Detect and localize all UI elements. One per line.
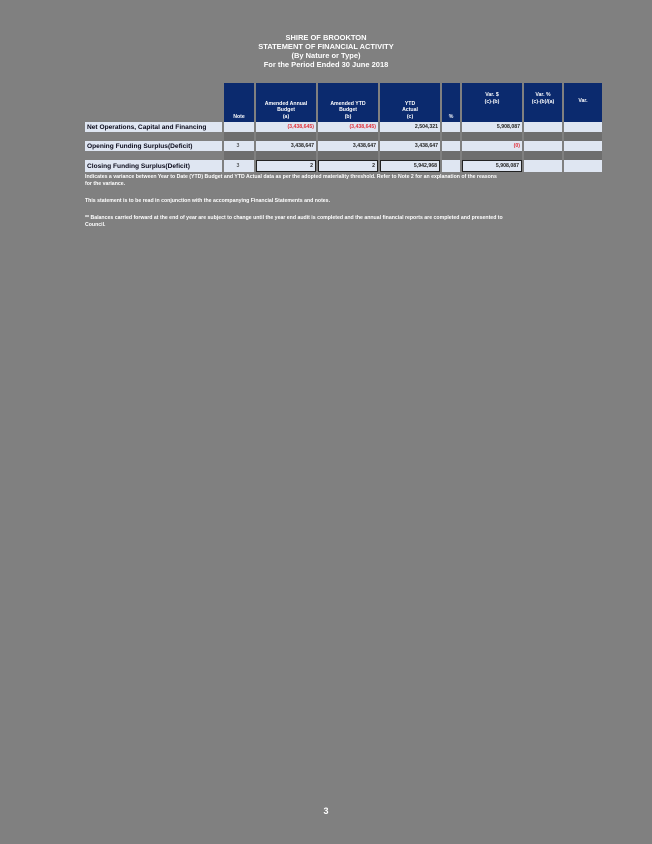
spacer-row [85, 151, 602, 160]
table-row-opening-funding [85, 141, 602, 151]
row-annual-budget: 3,438,647 [256, 141, 316, 151]
row-var-dollar: (0) [462, 141, 522, 151]
spacer-row [85, 132, 602, 141]
row-var [564, 122, 602, 132]
header-var-dollar: Var. $ (c)-(b) [462, 83, 522, 122]
footnote-conjunction: This statement is to be read in conjunction with the accompanying Financial Statements and notes. [85, 198, 331, 204]
shire-name: SHIRE OF BROOKTON [285, 33, 367, 42]
row-ytd-actual: 3,438,647 [380, 141, 440, 151]
report-title-block [0, 33, 652, 69]
row-var-dollar: 5,908,087 [462, 160, 522, 172]
row-label: Opening Funding Surplus(Deficit) [85, 141, 222, 151]
row-annual-budget: (3,438,645) [256, 122, 316, 132]
row-var-pct [524, 122, 562, 132]
header-amended-ytd-budget: Amended YTD Budget (b) [318, 83, 378, 122]
row-ytd-actual: 5,942,968 [380, 160, 440, 172]
row-var-pct [524, 141, 562, 151]
header-ytd-actual: YTD Actual (c) [380, 83, 440, 122]
row-note: 3 [224, 160, 254, 172]
row-ytd-budget: 3,438,647 [318, 141, 378, 151]
statement-title: STATEMENT OF FINANCIAL ACTIVITY [258, 42, 394, 51]
row-var-dollar: 5,908,087 [462, 122, 522, 132]
table-row-net-operations [85, 122, 602, 132]
header-blank [85, 83, 222, 122]
row-pct [442, 122, 460, 132]
row-var [564, 141, 602, 151]
row-var-pct [524, 160, 562, 172]
period-label: For the Period Ended 30 June 2018 [263, 60, 389, 69]
footnotes [85, 174, 505, 239]
table-row-closing-funding [85, 160, 602, 172]
row-pct [442, 160, 460, 172]
row-ytd-budget: 2 [318, 160, 378, 172]
footnote-variance: Indicates a variance between Year to Date (YTD) Budget and YTD Actual data as per the adopted materiality threshold. Refer to Note 2 for an explanation of the reasons for the variance. [85, 174, 497, 187]
row-ytd-budget: (3,438,645) [318, 122, 378, 132]
row-label: Net Operations, Capital and Financing [85, 122, 222, 132]
row-pct [442, 141, 460, 151]
row-note: 3 [224, 141, 254, 151]
row-annual-budget: 2 [256, 160, 316, 172]
financial-activity-table [83, 83, 604, 172]
header-var-pct: Var. % (c)-(b)/(a) [524, 83, 562, 122]
row-ytd-actual: 2,504,321 [380, 122, 440, 132]
table-header-row [85, 83, 602, 122]
row-label: Closing Funding Surplus(Deficit) [85, 160, 222, 172]
statement-subtitle: (By Nature or Type) [291, 51, 361, 60]
header-pct: % [442, 83, 460, 122]
header-amended-annual-budget: Amended Annual Budget (a) [256, 83, 316, 122]
page-number: 3 [323, 806, 329, 816]
footnote-carried-forward: ** Balances carried forward at the end of year are subject to change until the year end audit is completed and the annual financial reports are completed and presented to Council. [85, 215, 503, 228]
header-var: Var. [564, 83, 602, 122]
row-var [564, 160, 602, 172]
header-note: Note [224, 83, 254, 122]
row-note [224, 122, 254, 132]
